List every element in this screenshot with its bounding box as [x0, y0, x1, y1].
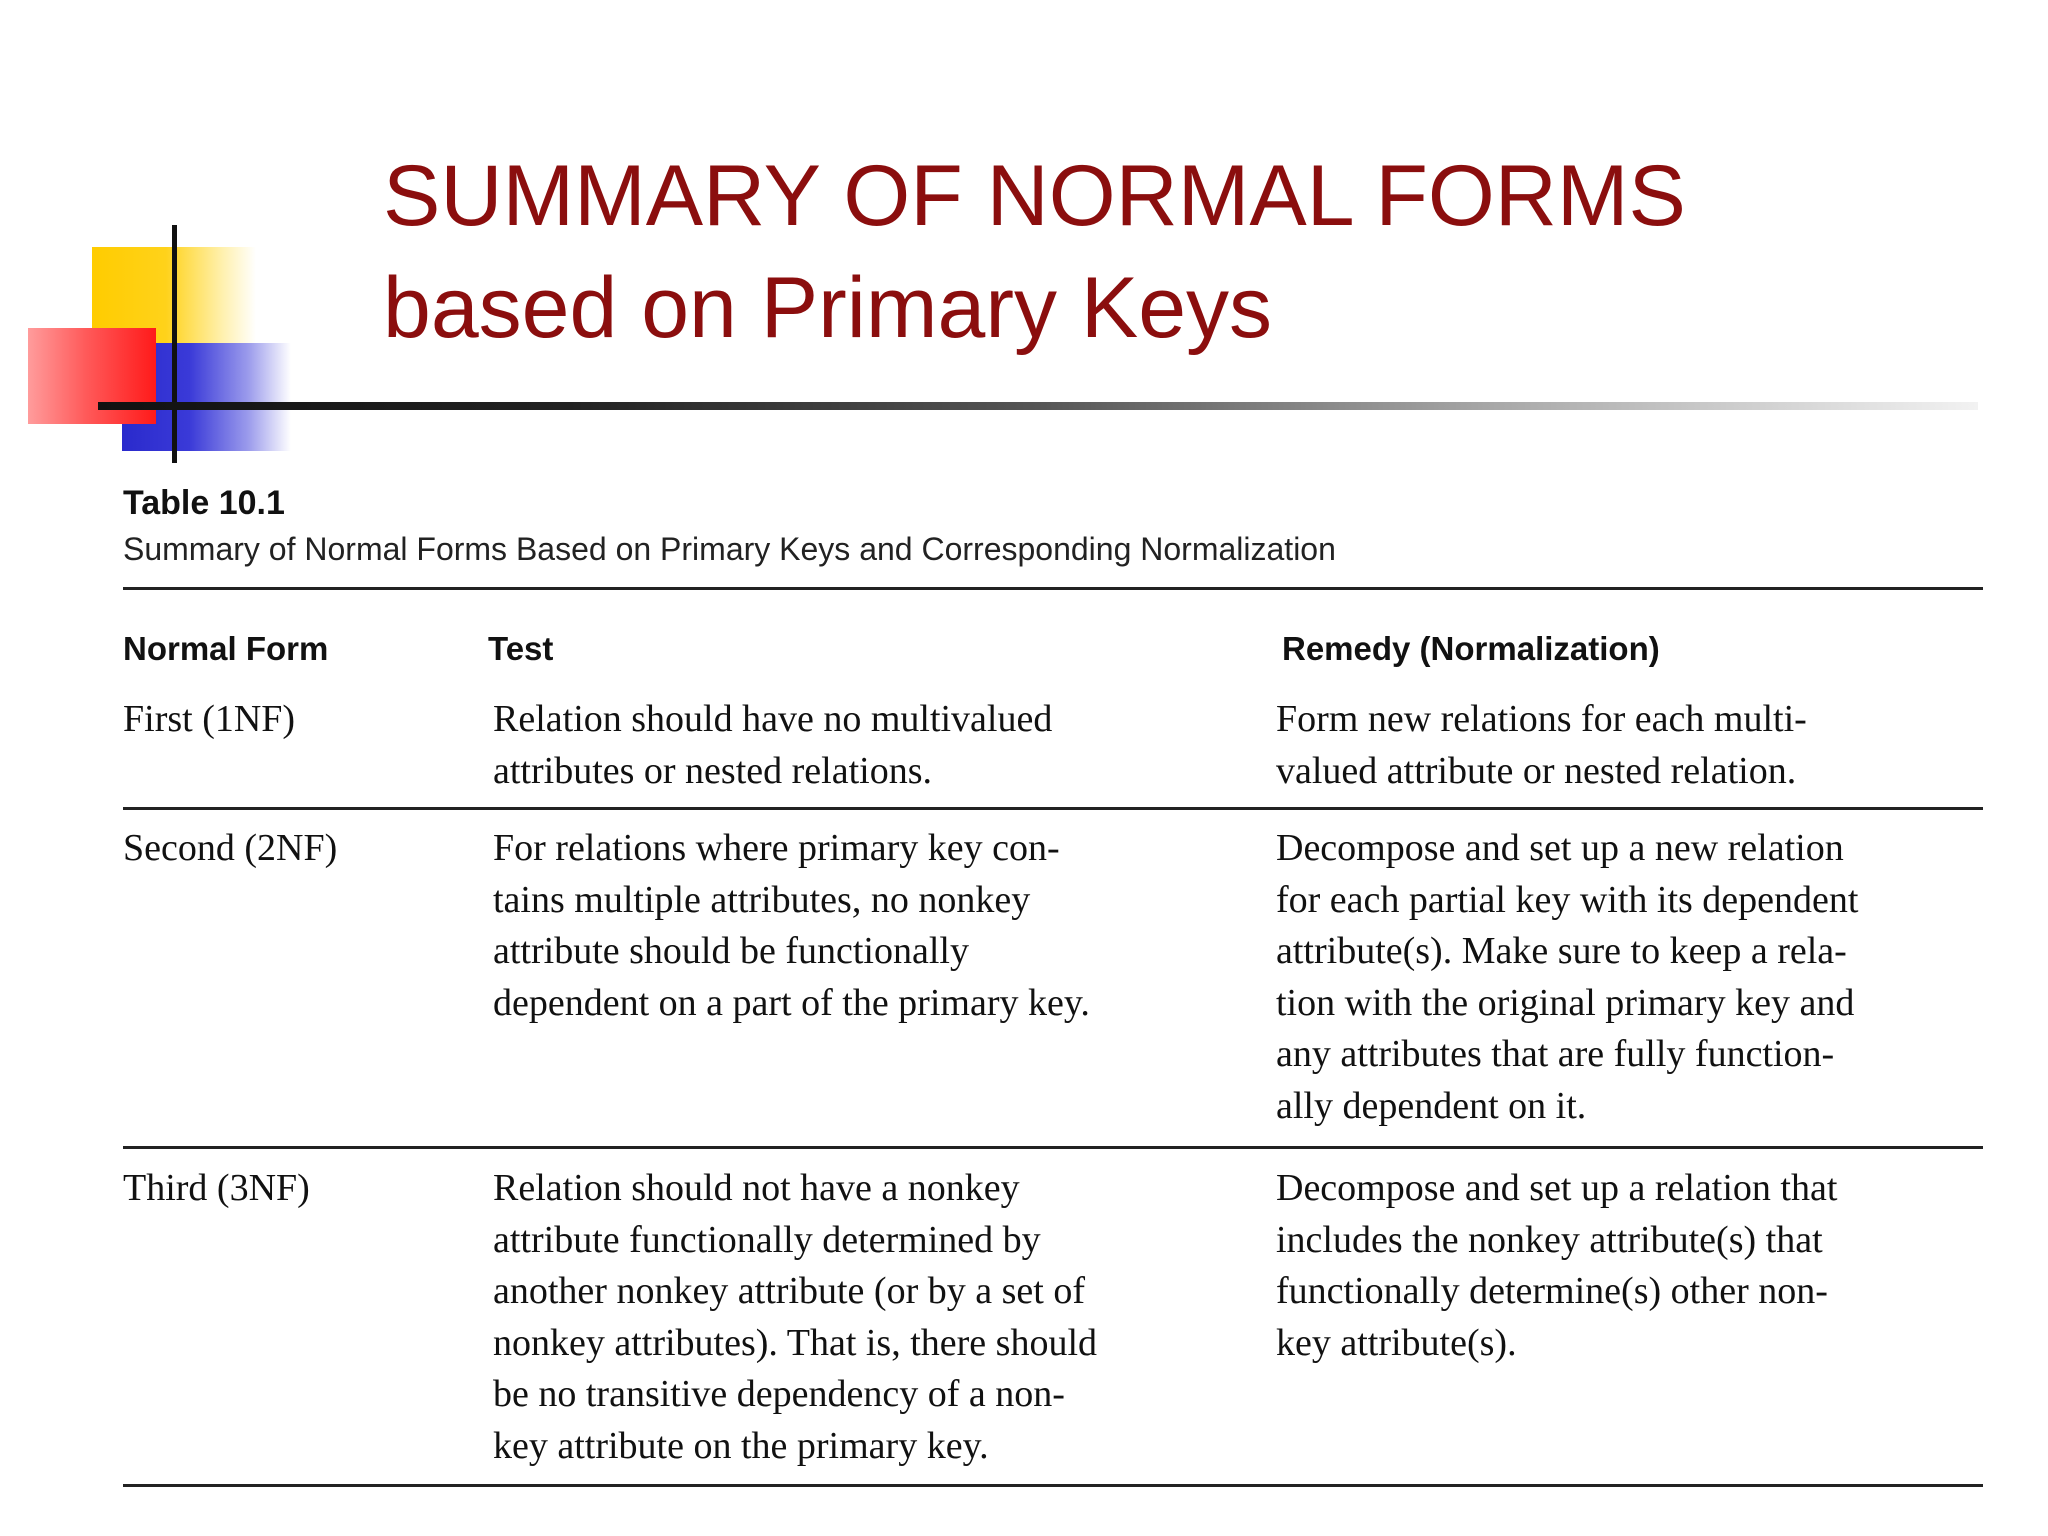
cell-line: tion with the original primary key and [1276, 981, 1855, 1024]
cell-line: tains multiple attributes, no nonkey [493, 878, 1031, 921]
cell-line: Form new relations for each multi- [1276, 698, 1807, 740]
cell-remedy [1276, 694, 1807, 797]
table-top-rule [123, 587, 1983, 590]
cell-line: key attribute on the primary key. [493, 1424, 989, 1467]
cell-text: First (1NF) [123, 698, 296, 740]
cell-line: another nonkey attribute (or by a set of [493, 1270, 1085, 1312]
decorative-vertical-line [172, 225, 177, 463]
cell-normal-form [123, 1163, 310, 1215]
table-label: Table 10.1 [123, 484, 285, 522]
cell-line: Decompose and set up a relation that [1276, 1167, 1838, 1209]
cell-line: any attributes that are fully function- [1276, 1033, 1835, 1075]
row-divider [123, 1146, 1983, 1149]
cell-line: attribute(s). Make sure to keep a rela- [1276, 930, 1847, 972]
row-divider [123, 807, 1983, 810]
cell-line: for each partial key with its dependent [1276, 878, 1859, 921]
slide-title-line-2: based on Primary Keys [383, 260, 1273, 356]
title-underline [98, 402, 1978, 410]
cell-line: includes the nonkey attribute(s) that [1276, 1218, 1823, 1261]
cell-test [493, 694, 1052, 797]
cell-remedy [1276, 823, 1858, 1132]
table-bottom-rule [123, 1484, 1983, 1487]
slide-title [383, 140, 1686, 364]
cell-remedy [1276, 1163, 1837, 1369]
column-header-remedy: Remedy (Normalization) [1282, 630, 1660, 667]
cell-line: nonkey attributes). That is, there should [493, 1321, 1098, 1364]
cell-line: be no transitive dependency of a non- [493, 1373, 1065, 1415]
column-header-test: Test [488, 630, 554, 667]
cell-line: attribute functionally determined by [493, 1218, 1041, 1261]
table-caption: Summary of Normal Forms Based on Primary Keys and Corresponding Normalization [123, 531, 1336, 567]
cell-line: attribute should be functionally [493, 930, 969, 972]
cell-normal-form [123, 823, 337, 875]
cell-line: Relation should not have a nonkey [493, 1167, 1020, 1209]
cell-normal-form [123, 694, 295, 746]
cell-text: Second (2NF) [123, 827, 338, 869]
cell-line: valued attribute or nested relation. [1276, 749, 1797, 792]
column-header-normal-form: Normal Form [123, 630, 329, 667]
cell-line: For relations where primary key con- [493, 827, 1060, 869]
cell-line: Decompose and set up a new relation [1276, 827, 1844, 869]
slide-title-line-1: SUMMARY OF NORMAL FORMS [383, 148, 1686, 244]
cell-test [493, 1163, 1097, 1472]
cell-line: Relation should have no multivalued [493, 698, 1053, 740]
cell-line: ally dependent on it. [1276, 1084, 1587, 1127]
cell-line: attributes or nested relations. [493, 749, 932, 792]
cell-line: dependent on a part of the primary key. [493, 981, 1090, 1024]
cell-line: functionally determine(s) other non- [1276, 1270, 1828, 1312]
cell-line: key attribute(s). [1276, 1321, 1517, 1364]
cell-text: Third (3NF) [123, 1167, 310, 1209]
cell-test [493, 823, 1090, 1029]
